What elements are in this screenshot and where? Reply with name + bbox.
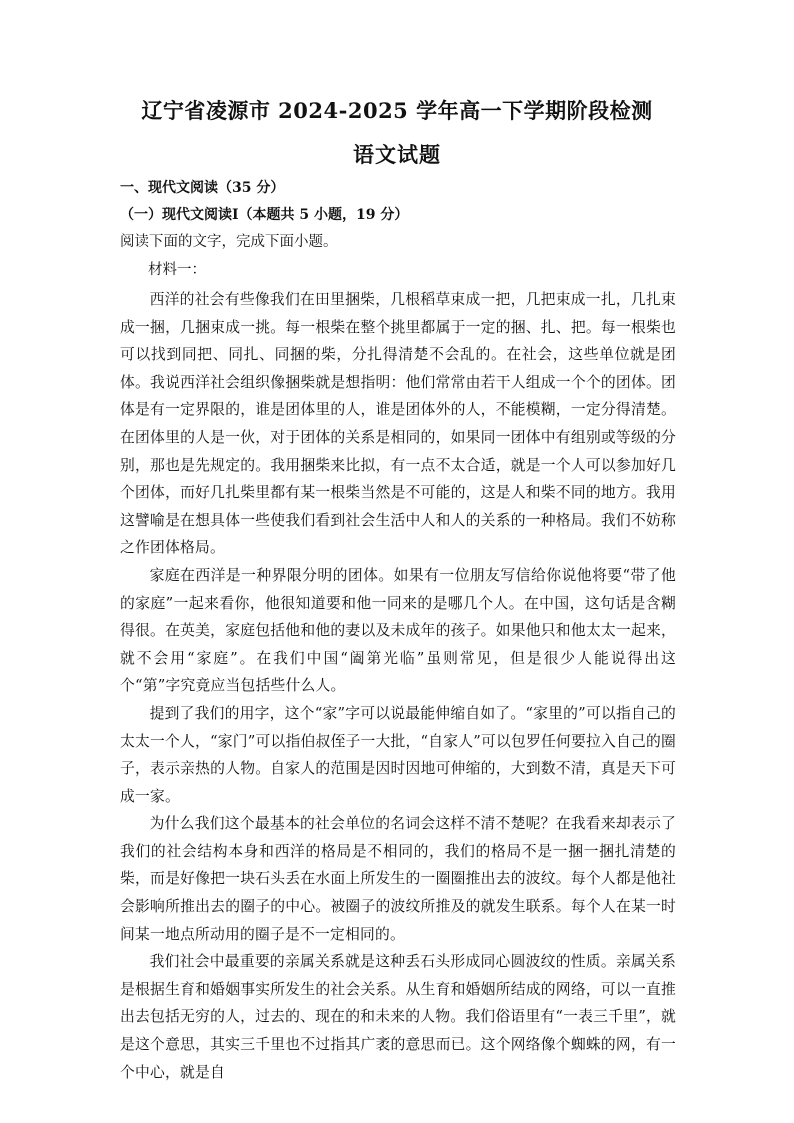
document-subtitle: 语文试题 [353,142,441,167]
passage-paragraph-2: 家庭在西洋是一种界限分明的团体。如果有一位朋友写信给你说他将要“带了他的家庭”一起来看你，他很知道要和他一同来的是哪几个人。在中国，这句话是含糊得很。在英美，家庭包括他和他的妻以及未成年的孩子。如果他只和他太太一起来，就不会用“家庭”。在我们中国“阖第光临”虽则常见，但是很少人能说得出这个“第”字究竟应当包括些什么人。 [120,566,676,695]
passage-paragraph-1: 西洋的社会有些像我们在田里捆柴，几根稻草束成一把，几把束成一扎，几扎束成一捆，几捆束成一挑。每一根柴在整个挑里都属于一定的捆、扎、把。每一根柴也可以找到同把、同扎、同捆的柴，分扎得清楚不会乱的。在社会，这些单位就是团体。我说西洋社会组织像捆柴就是想指明：他们常常由若干人组成一个个的团体。团体是有一定界限的，谁是团体里的人，谁是团体外的人，不能模糊，一定分得清楚。在团体里的人是一伙，对于团体的关系是相同的，如果同一团体中有组别或等级的分别，那也是先规定的。我用捆柴来比拟，有一点不太合适，就是一个人可以参加好几个团体，而好几扎柴里都有某一根柴当然是不可能的，这是人和柴不同的地方。我用这譬喻是在想具体一些使我们看到社会生活中人和人的关系的一种格局。我们不妨称之作团体格局。 [120,291,676,557]
passage-paragraph-5: 我们社会中最重要的亲属关系就是这种丢石头形成同心圆波纹的性质。亲属关系是根据生育和婚姻事实所发生的社会关系。从生育和婚姻所结成的网络，可以一直推出去包括无穷的人，过去的、现在的和未来的人物。我们俗语里有“一表三千里”，就是这个意思，其实三千里也不过指其广袤的意思而已。这个网络像个蜘蛛的网，有一个中心，就是自 [120,953,676,1081]
material-label: 材料一： [148,262,206,278]
document-title: 辽宁省凌源市 2024-2025 学年高一下学期阶段检测 [141,98,653,123]
section-heading: 一、现代文阅读（35 分） [120,180,285,196]
reading-instruction: 阅读下面的文字，完成下面小题。 [120,234,338,250]
passage-paragraph-4: 为什么我们这个最基本的社会单位的名词会这样不清不楚呢？在我看来却表示了我们的社会结构本身和西洋的格局是不相同的，我们的格局不是一捆一捆扎清楚的柴，而是好像把一块石头丢在水面上所发生的一圈圈推出去的波纹。每个人都是他社会影响所推出去的圈子的中心。被圈子的波纹所推及的就发生联系。每个人在某一时间某一地点所动用的圈子是不一定相同的。 [120,815,676,943]
passage-paragraph-3: 提到了我们的用字，这个“家”字可以说最能伸缩自如了。“家里的”可以指自己的太太一个人，“家门”可以指伯叔侄子一大批，“自家人”可以包罗任何要拉入自己的圈子，表示亲热的人物。自家人的范围是因时因地可伸缩的，大到数不清，真是天下可成一家。 [120,704,676,805]
reading-passage [120,286,676,1086]
subsection-heading: （一）现代文阅读Ⅰ（本题共 5 小题，19 分） [120,207,409,223]
